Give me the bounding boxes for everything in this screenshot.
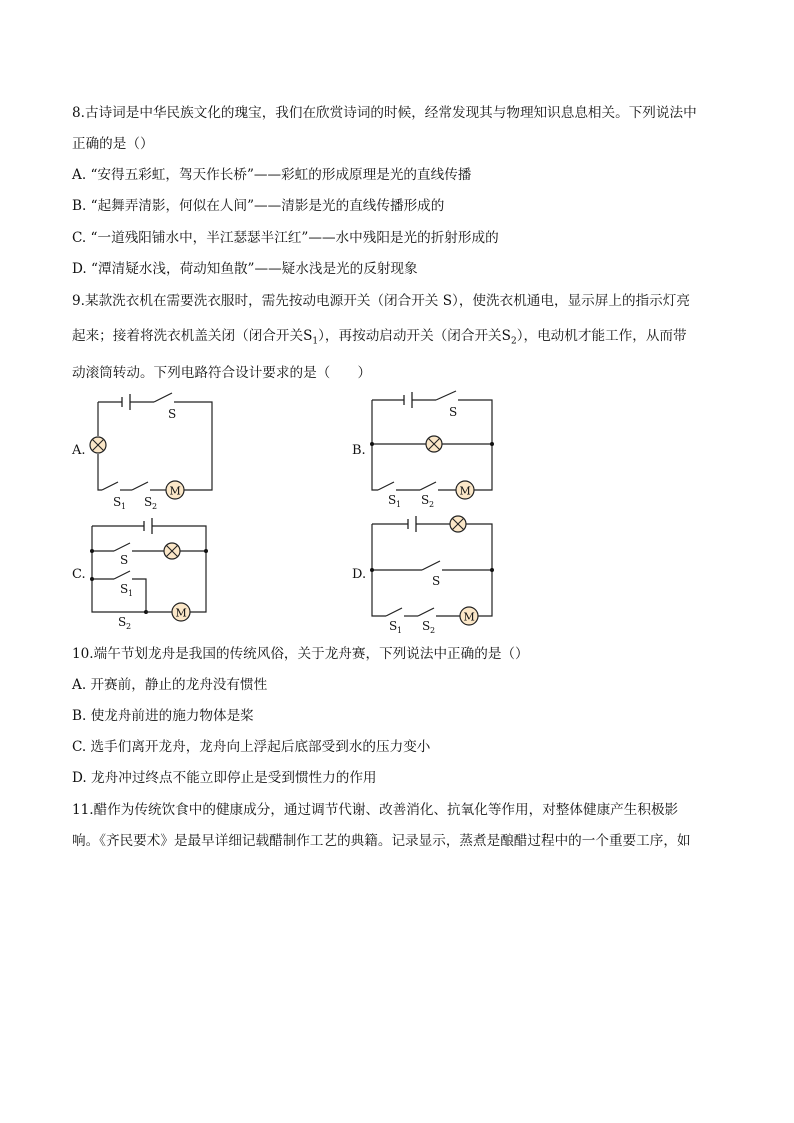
motor-icon (456, 481, 474, 499)
q8-option-b: B. “起舞弄清影，何似在人间”——清影是光的直线传播形成的 (72, 198, 445, 214)
motor-icon (172, 603, 190, 621)
q9-stem-line2: 起来；接着将洗衣机盖关闭（闭合开关$S_1$），再按动启动开关（闭合开关$S_2$），电动机才能工作，从而带 (72, 328, 687, 347)
svg-text:S: S (421, 493, 430, 507)
svg-text:M: M (175, 606, 187, 620)
q10-option-b: B. 使龙舟前进的施力物体是桨 (72, 708, 254, 724)
q10-option-a: A. 开赛前，静止的龙舟没有惯性 (72, 677, 268, 693)
motor-icon (166, 481, 184, 499)
svg-text:S: S (388, 493, 397, 507)
svg-text:2: 2 (430, 626, 436, 635)
switch-s-icon (114, 543, 130, 551)
switch-s1-icon (114, 571, 130, 579)
q9-stem-line1: 9.某款洗衣机在需要洗衣服时，需先按动电源开关（闭合开关 S），使洗衣机通电，显示屏上的指示灯亮 (72, 293, 690, 309)
svg-text:S: S (120, 582, 129, 596)
q8-option-a: A. “安得五彩虹，驾天作长桥”——彩虹的形成原理是光的直线传播 (72, 167, 472, 183)
q10-option-d: D. 龙舟冲过终点不能立即停止是受到惯性力的作用 (72, 770, 377, 786)
svg-text:2: 2 (152, 502, 158, 511)
svg-text:2: 2 (429, 500, 435, 509)
switch-s1-icon (102, 482, 118, 490)
lamp-icon (450, 516, 466, 532)
svg-text:S: S (389, 619, 398, 633)
switch-s-icon (154, 393, 172, 402)
svg-text:S: S (432, 574, 441, 588)
circuit-c (84, 514, 224, 639)
circuit-b (364, 386, 504, 511)
svg-text:S: S (168, 407, 177, 421)
svg-text:S: S (144, 495, 153, 509)
svg-text:1: 1 (397, 626, 403, 635)
lamp-icon (90, 437, 106, 453)
circuit-d-label: D. (352, 567, 367, 582)
svg-text:S: S (449, 405, 458, 419)
circuit-a-label: A. (72, 443, 86, 458)
svg-text:M: M (459, 484, 471, 498)
circuit-d (364, 510, 504, 635)
switch-s-icon (422, 561, 440, 570)
lamp-icon (426, 436, 442, 452)
q11-stem-line2: 响。《齐民要术》是最早详细记载醋制作工艺的典籍。记录显示，蒸煮是酿醋过程中的一个重要工序，如 (72, 833, 691, 849)
q8-stem-line1: 8.古诗词是中华民族文化的瑰宝，我们在欣赏诗词的时候，经常发现其与物理知识息息相关。下列说法中 (72, 105, 697, 121)
svg-text:1: 1 (121, 502, 127, 511)
q8-stem-line2: 正确的是（） (72, 136, 154, 152)
switch-s1-icon (386, 608, 402, 616)
switch-s-icon (436, 391, 456, 400)
lamp-icon (164, 543, 180, 559)
svg-text:S: S (118, 615, 127, 629)
switch-s1-icon (378, 482, 394, 490)
circuit-b-label: B. (352, 443, 366, 458)
svg-text:S: S (113, 495, 122, 509)
switch-s2-icon (420, 482, 436, 490)
q10-option-c: C. 选手们离开龙舟，龙舟向上浮起后底部受到水的压力变小 (72, 739, 431, 755)
svg-text:1: 1 (128, 589, 134, 598)
svg-text:M: M (169, 484, 181, 498)
svg-text:M: M (463, 610, 475, 624)
q8-option-d: D. “潭清疑水浅，荷动知鱼散”——疑水浅是光的反射现象 (72, 261, 418, 277)
q9-stem-line3: 动滚筒转动。下列电路符合设计要求的是（ ） (72, 365, 372, 381)
circuit-c-label: C. (72, 567, 86, 582)
q8-option-c: C. “一道残阳铺水中，半江瑟瑟半江红”——水中残阳是光的折射形成的 (72, 230, 499, 246)
svg-text:S: S (120, 553, 129, 567)
svg-text:1: 1 (396, 500, 402, 509)
circuit-a (84, 388, 224, 511)
motor-icon (460, 607, 478, 625)
svg-text:S: S (422, 619, 431, 633)
q11-stem-line1: 11.醋作为传统饮食中的健康成分，通过调节代谢、改善消化、抗氧化等作用，对整体健康产生积极影 (72, 802, 679, 818)
svg-text:2: 2 (126, 622, 132, 631)
switch-s2-icon (132, 482, 148, 490)
switch-s2-icon (418, 608, 434, 616)
q10-stem: 10.端午节划龙舟是我国的传统风俗，关于龙舟赛，下列说法中正确的是（） (72, 646, 529, 662)
